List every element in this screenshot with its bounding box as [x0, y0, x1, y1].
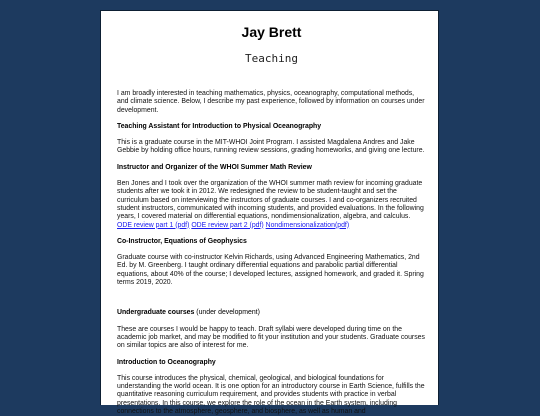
page-content — [100, 10, 439, 416]
section-heading-geophysics: Co-Instructor, Equations of Geophysics — [117, 237, 247, 245]
section-body-math-review — [117, 180, 426, 230]
section-body-geophysics: Graduate course with co-instructor Kelvin Richards, using Advanced Engineering Mathematics, 2nd Ed. by M. Greenberg. I taught ordinary differential equations and parabolic partial differential equations, about 40% of the course; I developed lectures, assigned homework, and graded it. Spring terms 2019, 2020. — [117, 254, 424, 287]
link-nondimensionalization[interactable]: Nondimensionalization(pdf) — [265, 221, 350, 229]
section-heading-oceanography: Introduction to Oceanography — [117, 358, 216, 366]
page-subtitle: Teaching — [245, 52, 298, 65]
link-ode-part-2[interactable]: ODE review part 2 (pdf) — [191, 221, 264, 229]
link-ode-part-1[interactable]: ODE review part 1 (pdf) — [117, 221, 190, 229]
intro-paragraph: I am broadly interested in teaching mathematics, physics, oceanography, computational methods, and climate science. Below, I describe my past experience, followed by information on courses under development. — [117, 90, 425, 114]
section-body-undergrad: These are courses I would be happy to teach. Draft syllabi were developed during time on the academic job market, and may be modified to fit your institution and your students. Graduate courses on similar topics are also of interest for me. — [117, 325, 425, 350]
section-body-oceanography: This course introduces the physical, chemical, geological, and biological foundations for understanding the world ocean. It is one option for an introductory course in Earth Science, fulfills the quantitative reasoning curriculum requirement, and provides students with practice in verbal presentations. In this course, we explore the role of the ocean in the Earth system, including connections to the atmosphere, geosphere, and biosphere, as well as human and — [117, 374, 425, 416]
section-body-ta: This is a graduate course in the MIT-WHOI Joint Program. I assisted Magdalena Andres and Jake Gebbie by holding office hours, running review sessions, grading homeworks, and giving one lecture. — [117, 139, 425, 155]
section-heading-ta: Teaching Assistant for Introduction to Physical Oceanography — [117, 122, 322, 130]
page-title: Jay Brett — [241, 24, 302, 40]
math-review-text: Ben Jones and I took over the organization of the WHOI summer math review for incoming graduate students after we took it in 2012. We redesigned the review to be student-taught and set the curriculum based on interviewing the instructors of graduate courses. I and co-organizers recruited student instructors, communicated with incoming students, and provided evaluations. In the following years, I covered material on differential equations, nondimensionalization, algebra, and calculus. — [117, 180, 424, 221]
section-heading-math-review: Instructor and Organizer of the WHOI Summer Math Review — [117, 163, 312, 171]
undergrad-note: (under development) — [196, 309, 260, 317]
undergrad-heading-text: Undergraduate courses — [117, 309, 195, 317]
section-heading-undergrad — [117, 309, 426, 317]
